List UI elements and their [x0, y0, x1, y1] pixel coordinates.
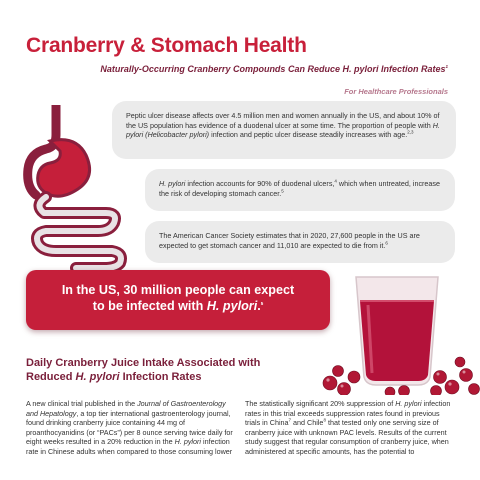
- audience-label: For Healthcare Professionals: [344, 87, 448, 96]
- body-column-right: The statistically significant 20% suppression of H. pylori infection rates in this trial exceeds suppression rates found in previous trials in China$^7$ and Chile$^8$ that tested only one serving size of cranberry juice with unknown PAC levels. Results of the current study suggest that regular consumption of cranberry juice, when administered at specific amounts, has the potential to: [245, 399, 451, 456]
- fact-card-duodenal-ulcers: H. pylori infection accounts for 90% of duodenal ulcers,$^4$ which when untreated, increase the risk of developing stomach cancer.$^5$: [145, 169, 455, 211]
- page-subtitle: Naturally-Occurring Cranberry Compounds Can Reduce H. pylori Infection Rates$^1$: [100, 64, 448, 74]
- page-title: Cranberry & Stomach Health: [26, 34, 307, 57]
- section-heading: Daily Cranberry Juice Intake Associated with Reduced H. pylori Infection Rates: [26, 357, 261, 383]
- body-column-left: A new clinical trial published in the Journal of Gastroenterology and Hepatology, a top tier international gastroenterology journal, found drinking cranberry juice containing 44 mg of proanthocyanidins (or “PACs”) per 8 ounce serving twice daily for eight weeks resulted in a 20% reduction in the H. pylori infection rate in Chinese adults when compared to those consuming lower: [26, 399, 233, 456]
- fact-card-stomach-cancer: The American Cancer Society estimates that in 2020, 27,600 people in the US are expected to get stomach cancer and 11,010 are expected to die from it.$^6$: [145, 221, 455, 263]
- infection-banner: In the US, 30 million people can expect to be infected with H. pylori.$^5$: [26, 270, 330, 330]
- fact-card-peptic-ulcer: Peptic ulcer disease affects over 4.5 million men and women annually in the US, and about 10% of the US population has evidence of a duodenal ulcer at some time. The proportion of people with H. pylori (Helicobacter pylori) infection and peptic ulcer disease steadily increases with age.$^{2,3}$: [112, 101, 456, 159]
- cranberry-juice-image: [320, 265, 480, 395]
